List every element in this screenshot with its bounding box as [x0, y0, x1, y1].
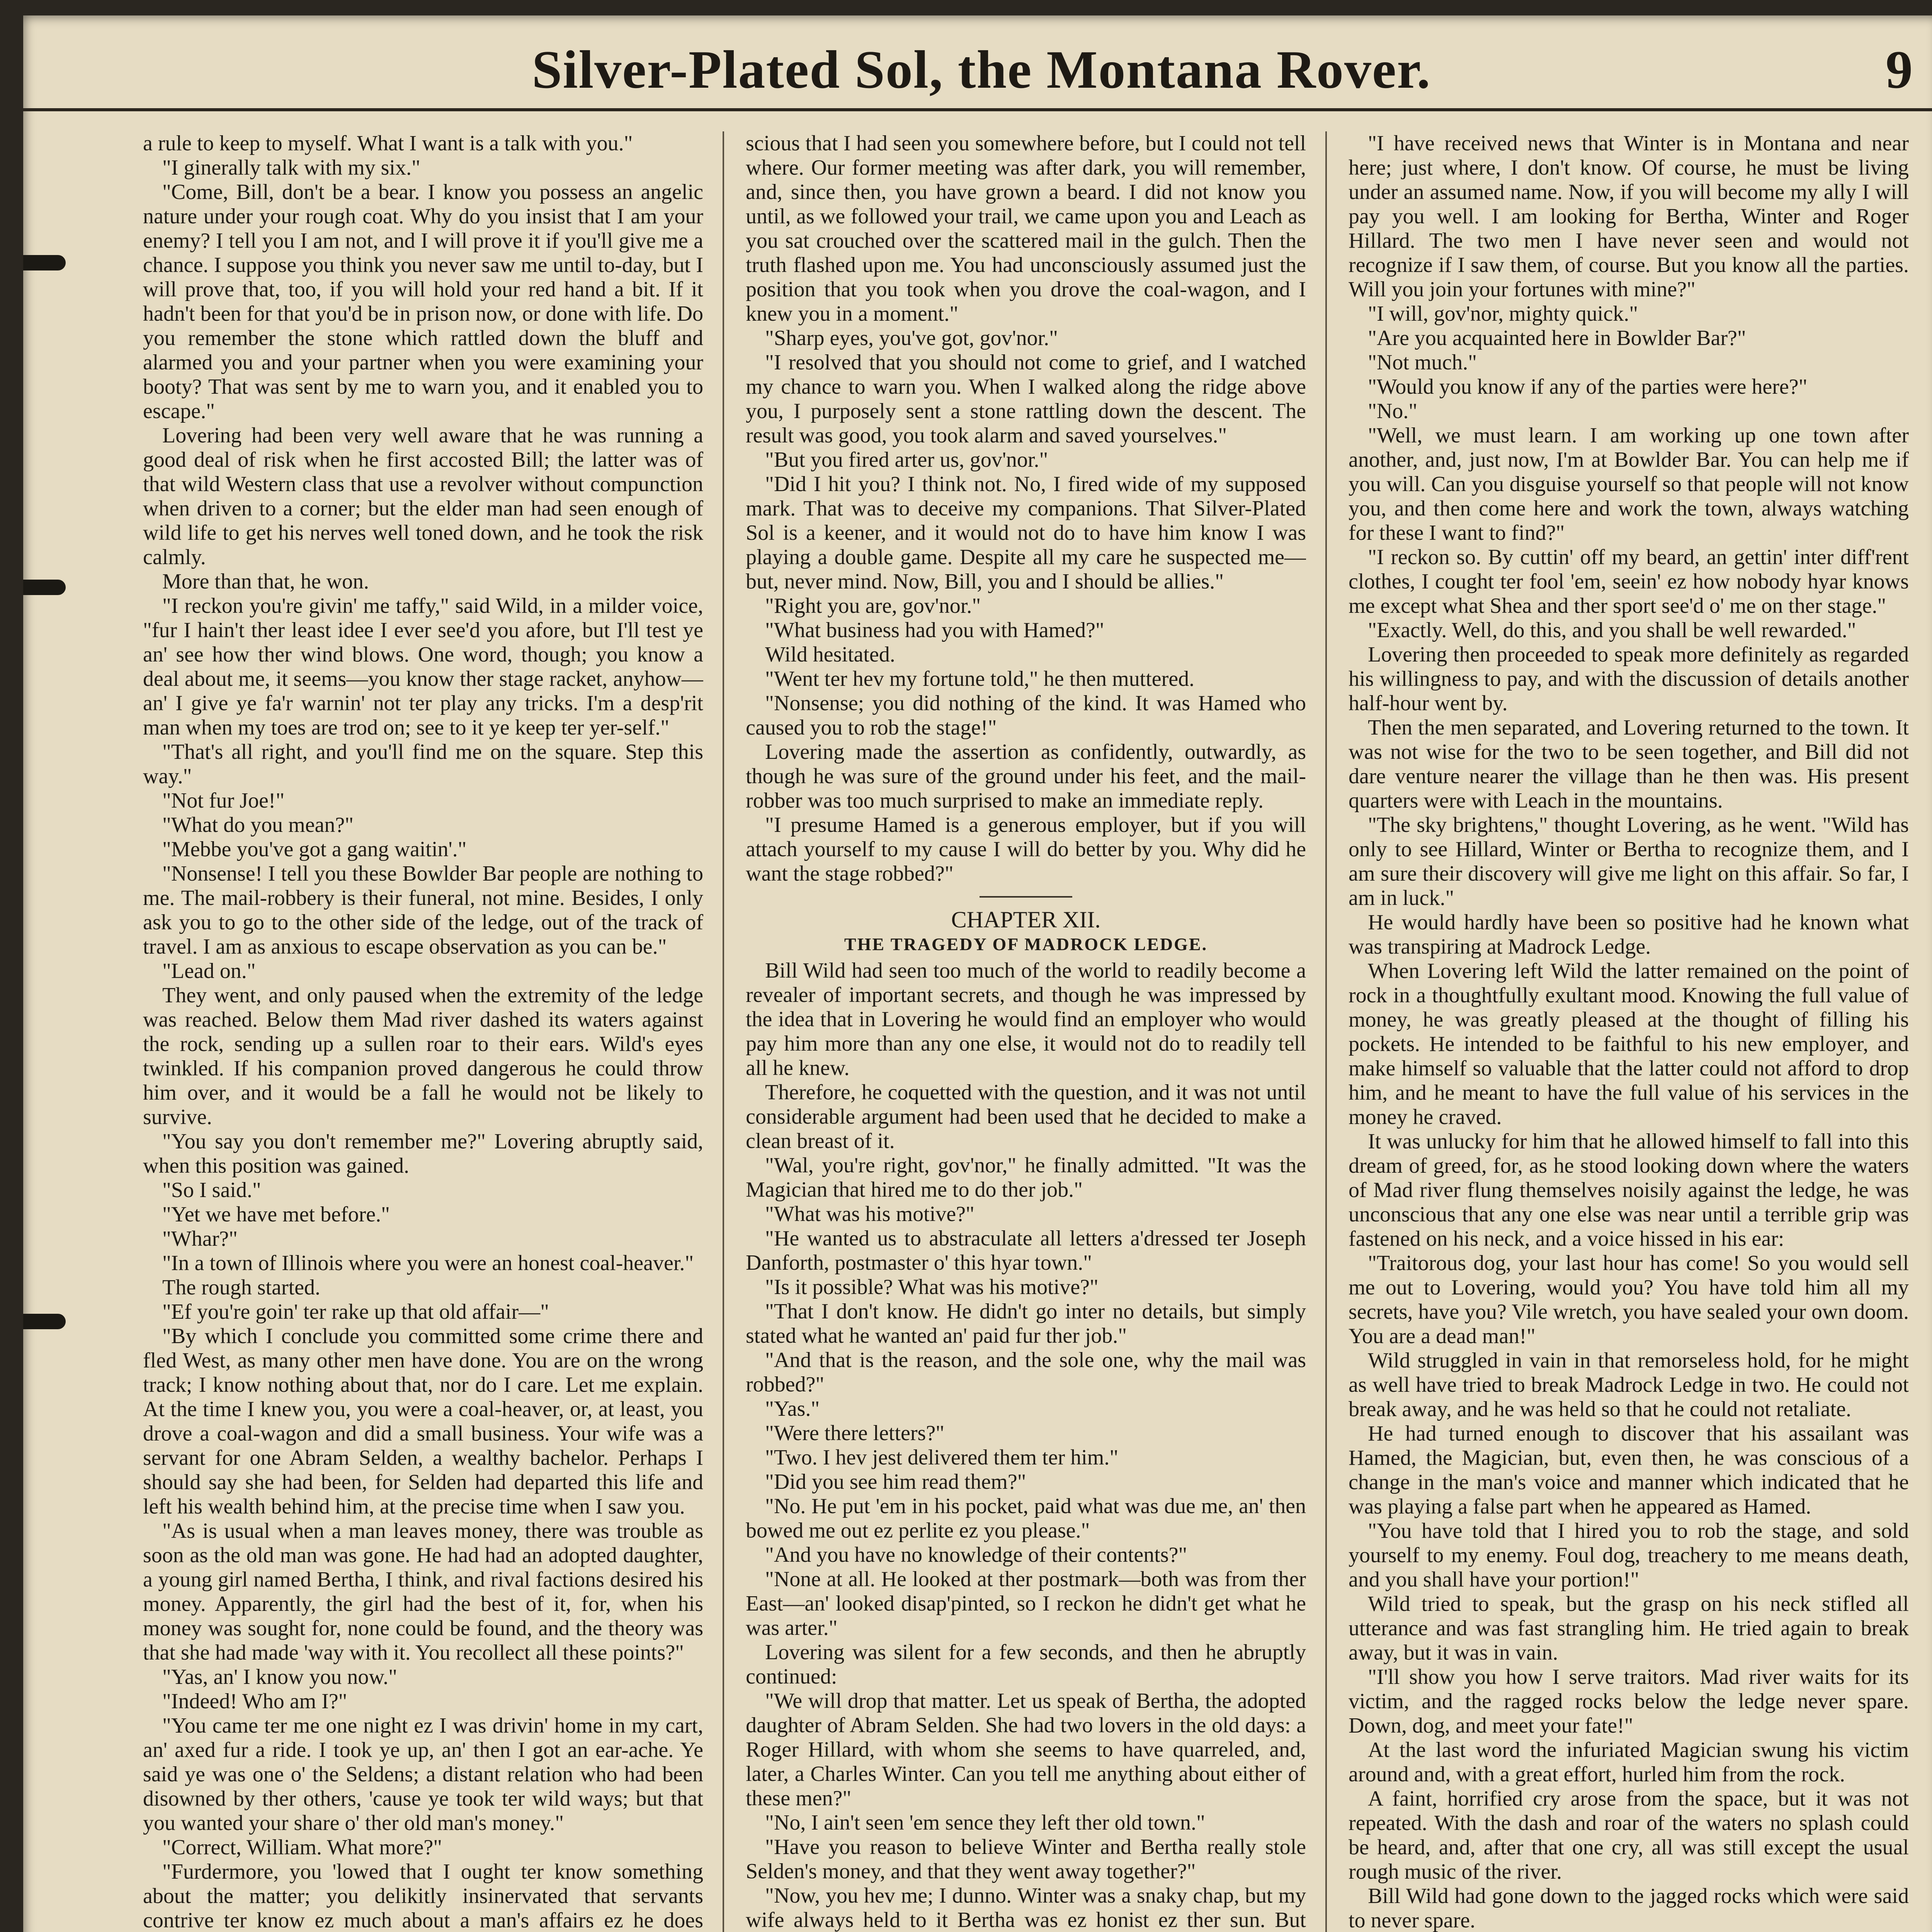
paragraph: "What was his motive?" [765, 1202, 975, 1226]
paragraph: "None at all. He looked at ther postmark—both was from ther East—an' looked disap'pinted, so I reckon he didn't get what he was arter." [746, 1567, 1306, 1640]
paragraph: Wild struggled in vain in that remorseless hold, for he might as well have tried to break Madrock Ledge in two. He could not break away, and he was held so that he could not retaliate. [1349, 1349, 1909, 1421]
chapter-title: THE TRAGEDY OF MADROCK LEDGE. [844, 934, 1208, 954]
paragraph: Lovering had been very well aware that he was running a good deal of risk when he first accosted Bill; the latter was of that wild Western class that use a revolver without compunction when driven to a corner; but the elder man had seen enough of wild life to get his nerves well toned down, and he took the risk calmly. [143, 423, 703, 569]
paragraph: Lovering was silent for a few seconds, and then he abruptly continued: [746, 1640, 1306, 1689]
paragraph: "That's all right, and you'll find me on the square. Step this way." [143, 740, 703, 788]
column-3-text-top [1349, 131, 1909, 1932]
paragraph: "Not fur Joe!" [162, 789, 285, 813]
paragraph: A faint, horrified cry arose from the space, but it was not repeated. With the dash and roar of the waters no splash could be heard, and, after that one cry, all was still except the usual rough music of the river. [1349, 1787, 1909, 1884]
paragraph: "The sky brightens," thought Lovering, as he went. "Wild has only to see Hillard, Winter or Bertha to recognize them, and I am sure their discovery will give me light on this affair. So far, I am in luck." [1349, 813, 1909, 910]
paragraph: Therefore, he coquetted with the question, and it was not until considerable argument had been used that he decided to make a clean breast of it. [746, 1080, 1306, 1153]
paragraph: "Come, Bill, don't be a bear. I know you possess an angelic nature under your rough coat. Why do you insist that I am your enemy? I tell you I am not, and I will prove it if you'll give me a chance. I suppose you think you never saw me until to-day, but I will prove that, too, if you will hold your red hand a bit. If it hadn't been for that you'd be in prison now, or done with life. Do you remember the stone which rattled down the bluff and alarmed you and your partner when you were examining your booty? That was sent by me to warn you, and it enabled you to escape." [143, 180, 703, 423]
paragraph: "I will, gov'nor, mighty quick." [1368, 302, 1638, 326]
page-header [23, 31, 1932, 111]
paragraph: Wild hesitated. [765, 643, 895, 667]
paragraph: "Yet we have met before." [162, 1202, 390, 1226]
paragraph: Lovering then proceeded to speak more definitely as regarded his willingness to pay, and with the discussion of details another half-hour went by. [1349, 643, 1909, 715]
column-2-text-top [746, 131, 1306, 886]
paragraph: a rule to keep to myself. What I want is a talk with you." [143, 131, 633, 155]
paragraph: "Were there letters?" [765, 1421, 945, 1445]
paragraph: scious that I had seen you somewhere before, but I could not tell where. Our former meeting was after dark, you will remember, and, since then, you have grown a beard. I did not know you until, as we followed your trail, we came upon you and Leach as you sat crouched over the scattered mail in the gulch. Then the truth flashed upon me. You had unconsciously assumed just the position that you took when you drove the coal-wagon, and I knew you in a moment." [746, 131, 1306, 326]
paragraph: "Did I hit you? I think not. No, I fired wide of my supposed mark. That was to deceive my companions. That Silver-Plated Sol is a keener, and it would not do to have him know I was playing a double game. Despite all my care he suspected me—but, never mind. Now, Bill, you and I should be allies." [746, 472, 1306, 594]
paragraph: Bill Wild had gone down to the jagged rocks which were said to never spare. [1349, 1884, 1909, 1932]
paragraph: "No, I ain't seen 'em sence they left ther old town." [765, 1811, 1205, 1835]
paragraph: "Nonsense; you did nothing of the kind. It was Hamed who caused you to rob the stage!" [746, 691, 1306, 740]
paragraph: "Furdermore, you 'lowed that I ought ter know something about the matter; you delikitly insinervated that servants contrive ter know ez much about a man's affairs ez he does [143, 1860, 703, 1932]
column-1-text [143, 131, 703, 1932]
paragraph: "Lead on." [162, 959, 256, 983]
paragraph: "As is usual when a man leaves money, there was trouble as soon as the old man was gone. He had had an adopted daughter, a young girl named Bertha, I think, and rival factions desired his money. Apparently, the girl had the best of it, for, when his money was sought for, none could be found, and the theory was that she had made 'way with it. You recollect all these points?" [143, 1519, 703, 1665]
paragraph: He would hardly have been so positive had he known what was transpiring at Madrock Ledge. [1349, 910, 1909, 959]
paragraph: "Is it possible? What was his motive?" [765, 1275, 1099, 1299]
paragraph: "We will drop that matter. Let us speak of Bertha, the adopted daughter of Abram Selden. She had two lovers in the old days: a Roger Hillard, with whom she seems to have quarreled, and, later, a Charles Winter. Can you tell me anything about either of these men?" [746, 1689, 1306, 1810]
page-title: Silver-Plated Sol, the Montana Rover. [532, 40, 1431, 100]
paragraph: "He wanted us to abstraculate all letters a'dressed ter Joseph Danforth, postmaster o' this hyar town." [746, 1226, 1306, 1275]
paragraph: "Wal, you're right, gov'nor," he finally admitted. "It was the Magician that hired me to do ther job." [746, 1153, 1306, 1202]
paragraph: "Are you acquainted here in Bowlder Bar?" [1368, 326, 1746, 350]
paragraph: "I reckon you're givin' me taffy," said Wild, in a milder voice, "fur I hain't ther least idee I ever see'd you afore, but I'll test ye an' see how ther wind blows. One word, though; you know a deal about me, it seems—you know ther stage racket, anyhow—an' I give ye fa'r warnin' not ter play any tricks. I'm a desp'rit man when my toes are trod on; see to it ye keep ter yer-self." [143, 594, 703, 740]
paragraph: "Yas, an' I know you now." [162, 1665, 398, 1689]
paragraph: They went, and only paused when the extremity of the ledge was reached. Below them Mad river dashed its waters against the rock, sending up a sullen roar to their ears. Wild's eyes twinkled. If his companion proved dangerous he could throw him over, and it would be a fall he would not be likely to survive. [143, 983, 703, 1129]
paragraph: "Yas." [765, 1397, 820, 1421]
paragraph: "Now, you hev me; I dunno. Winter was a snaky chap, but my wife always held to it Bertha was ez honist ez ther sun. But [746, 1884, 1306, 1932]
paragraph: "Indeed! Who am I?" [162, 1689, 347, 1713]
paragraph: "Have you reason to believe Winter and Bertha really stole Selden's money, and that they went away together?" [746, 1835, 1306, 1883]
binding-hole [23, 255, 66, 270]
chapter-separator [980, 896, 1072, 898]
paragraph: "And that is the reason, and the sole one, why the mail was robbed?" [746, 1348, 1306, 1396]
page-number: 9 [1886, 40, 1913, 100]
paragraph: "By which I conclude you committed some crime there and fled West, as many other men have done. You are on the wrong track; I know nothing about that, nor do I care. Let me explain. At the time I knew you, you were a coal-heaver, or, at least, you drove a coal-wagon and did a small business. Your wife was a servant for one Abram Selden, a wealthy bachelor. Perhaps I should say she had been, for Selden had departed this life and left his wealth behind him, at the precise time when I saw you. [143, 1324, 703, 1519]
paragraph: "Traitorous dog, your last hour has come! So you would sell me out to Lovering, would you? You have told him all my secrets, have you? Vile wretch, you have sealed your own doom. You are a dead man!" [1349, 1251, 1909, 1348]
paragraph: "So I said." [162, 1178, 261, 1202]
paragraph: "Did you see him read them?" [765, 1470, 1026, 1494]
paragraph: "I ginerally talk with my six." [162, 156, 420, 180]
paragraph: "I presume Hamed is a generous employer, but if you will attach yourself to my cause I will do better by you. Why did he want the stage robbed?" [746, 813, 1306, 886]
column-2 [746, 131, 1306, 1932]
paragraph: "Ef you're goin' ter rake up that old affair—" [162, 1300, 549, 1324]
paragraph: "What business had you with Hamed?" [765, 618, 1104, 642]
newspaper-page [23, 15, 1932, 1932]
paragraph: "I resolved that you should not come to grief, and I watched my chance to warn you. When I walked along the ridge above you, I purposely sent a stone rattling down the descent. The result was good, you took alarm and saved yourselves." [746, 350, 1306, 447]
paragraph: More than that, he won. [162, 570, 369, 594]
paragraph: "I'll show you how I serve traitors. Mad river waits for its victim, and the ragged rocks below the ledge never spare. Down, dog, and meet your fate!" [1349, 1665, 1909, 1738]
paragraph: Lovering made the assertion as confidently, outwardly, as though he was sure of the ground under his feet, and the mail-robber was too much surprised to make an immediate reply. [746, 740, 1306, 813]
binding-hole [23, 1314, 66, 1329]
paragraph: "Would you know if any of the parties were here?" [1368, 375, 1808, 399]
chapter-heading [746, 896, 1306, 956]
column-2-text-bottom [746, 959, 1306, 1932]
paragraph: "You say you don't remember me?" Lovering abruptly said, when this position was gained. [143, 1129, 703, 1178]
paragraph: It was unlucky for him that he allowed himself to fall into this dream of greed, for, as he stood looking down where the waters of Mad river flung themselves noisily against the ledge, he was unconscious that any one else was near until a terrible grip was fastened on his neck, and a voice hissed in his ear: [1349, 1129, 1909, 1251]
paragraph: Bill Wild had seen too much of the world to readily become a revealer of important secrets, and though he was impressed by the idea that in Lovering he would find an employer who would pay him more than any one else, it would not do to readily tell all he knew. [746, 959, 1306, 1080]
binding-holes [23, 15, 70, 1932]
paragraph: "Right you are, gov'nor." [765, 594, 981, 618]
paragraph: "Mebbe you've got a gang waitin'." [162, 837, 467, 861]
paragraph: "Two. I hev jest delivered them ter him." [765, 1446, 1119, 1469]
paragraph: When Lovering left Wild the latter remained on the point of rock in a thoughtfully exultant mood. Knowing the full value of money, he was greatly pleased at the thought of filling his pockets. He intended to be faithful to his new employer, and make himself so valuable that the latter could not afford to drop him, and he meant to have the full value of his services in the money he craved. [1349, 959, 1909, 1129]
article-columns [143, 131, 1913, 1932]
binding-hole [23, 580, 66, 595]
column-3 [1349, 131, 1909, 1932]
column-1 [143, 131, 703, 1932]
paragraph: "Exactly. Well, do this, and you shall be well rewarded." [1368, 618, 1856, 642]
paragraph: The rough started. [162, 1276, 320, 1299]
paragraph: "Nonsense! I tell you these Bowlder Bar people are nothing to me. The mail-robbery is their funeral, not mine. Besides, I only ask you to go to the other side of the ledge, out of the track of travel. I am as anxious to escape observation as you can be." [143, 862, 703, 959]
paragraph: "But you fired arter us, gov'nor." [765, 448, 1048, 472]
paragraph: "That I don't know. He didn't go inter no details, but simply stated what he wanted an' paid fur ther job." [746, 1299, 1306, 1348]
paragraph: "I have received news that Winter is in Montana and near here; just where, I don't know. Of course, he must be living under an assumed name. Now, if you will become my ally I will pay you well. I am looking for Bertha, Winter and Roger Hillard. The two men I have never seen and would not recognize if I saw them, of course. But you know all the parties. Will you join your fortunes with mine?" [1349, 131, 1909, 301]
paragraph: "No. He put 'em in his pocket, paid what was due me, an' then bowed me out ez perlite ez you please." [746, 1494, 1306, 1543]
column-divider [723, 131, 724, 1932]
paragraph: "In a town of Illinois where you were an honest coal-heaver." [162, 1251, 694, 1275]
paragraph: "Not much." [1368, 350, 1477, 374]
paragraph: "What do you mean?" [162, 813, 354, 837]
paragraph: "You came ter me one night ez I was drivin' home in my cart, an' axed fur a ride. I took ye up, an' then I got an ear-ache. Ye said ye was one o' the Seldens; a distant relation who had been disowned by ther others, 'cause ye took ter wild ways; but that you wanted your share o' ther old man's money." [143, 1714, 703, 1835]
paragraph: "No." [1368, 399, 1418, 423]
paragraph: "Sharp eyes, you've got, gov'nor." [765, 326, 1058, 350]
paragraph: Wild tried to speak, but the grasp on his neck stifled all utterance and was fast strangling him. He tried again to break away, but it was in vain. [1349, 1592, 1909, 1665]
chapter-number: CHAPTER XII. [951, 907, 1101, 932]
paragraph: At the last word the infuriated Magician swung his victim around and, with a great effort, hurled him from the rock. [1349, 1738, 1909, 1786]
paragraph: "Well, we must learn. I am working up one town after another, and, just now, I'm at Bowlder Bar. You can help me if you will. Can you disguise yourself so that people will not know you, and then come here and work the town, always watching for these I want to find?" [1349, 423, 1909, 545]
paragraph: He had turned enough to discover that his assailant was Hamed, the Magician, but, even then, he was conscious of a change in the man's voice and manner which indicated that he was playing a false part when he appeared as Hamed. [1349, 1422, 1909, 1519]
paragraph: "You have told that I hired you to rob the stage, and sold yourself to my enemy. Foul dog, treachery to me means death, and you shall have your portion!" [1349, 1519, 1909, 1592]
paragraph: "I reckon so. By cuttin' off my beard, an gettin' inter diff'rent clothes, I cought ter fool 'em, seein' ez how nobody hyar knows me except what Shea and ther sport see'd o' me on ther stage." [1349, 545, 1909, 618]
paragraph: "And you have no knowledge of their contents?" [765, 1543, 1187, 1567]
paragraph: Then the men separated, and Lovering returned to the town. It was not wise for the two to be seen together, and Bill did not dare venture nearer the village than he then was. His present quarters were with Leach in the mountains. [1349, 716, 1909, 813]
paragraph: "Correct, William. What more?" [162, 1835, 442, 1859]
column-divider [1325, 131, 1327, 1932]
paragraph: "Whar?" [162, 1227, 238, 1251]
paragraph: "Went ter hev my fortune told," he then muttered. [765, 667, 1195, 691]
